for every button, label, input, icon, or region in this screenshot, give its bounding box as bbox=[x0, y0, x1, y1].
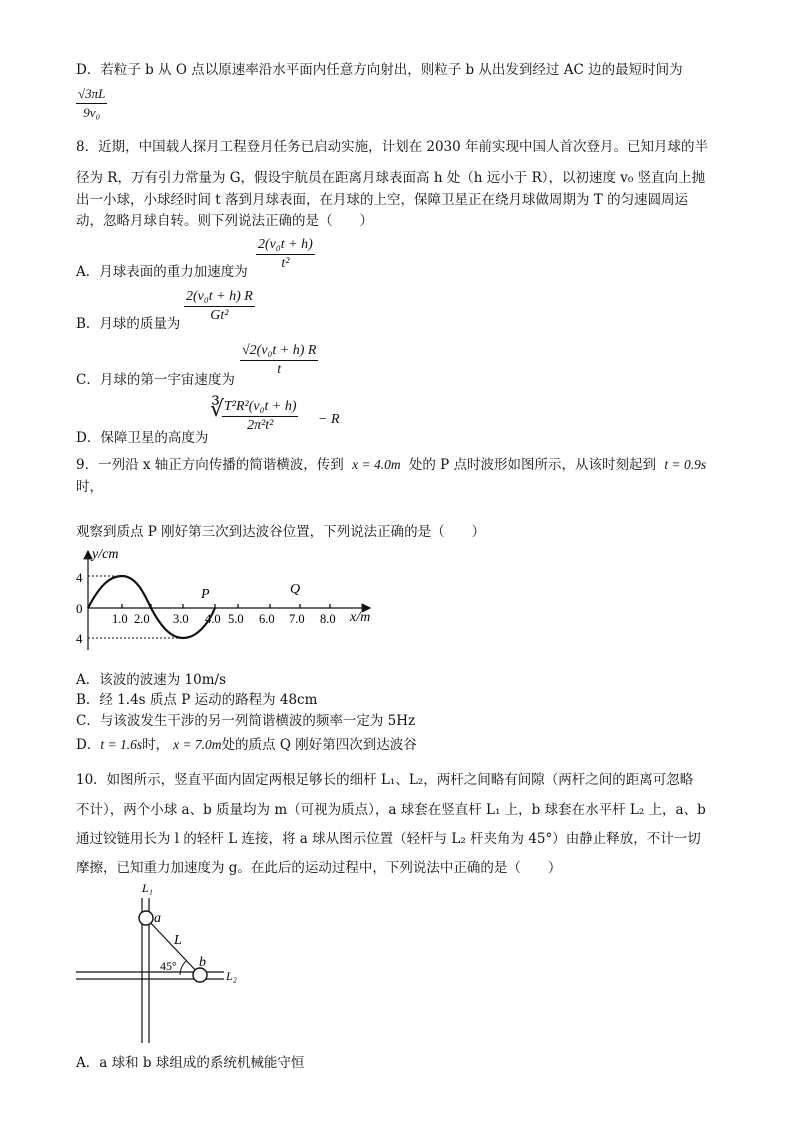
q7-option-d: D．若粒子 b 从 O 点以原速率沿水平面内任意方向射出，则粒子 b 从出发到经过 AC 边的最短时间为 bbox=[76, 62, 683, 78]
q10-rod-figure bbox=[74, 878, 274, 1048]
fraction-numerator: T²R²(v₀t + h) bbox=[222, 398, 298, 417]
label-l: L bbox=[174, 933, 182, 948]
label-angle: 45° bbox=[160, 959, 177, 973]
q9-option-d bbox=[76, 735, 417, 755]
q9-option-a: A．该波的波速为 10m/s bbox=[76, 672, 226, 688]
x-tick-2: 2.0 bbox=[134, 612, 150, 626]
q9-d-text1: 时， bbox=[142, 737, 170, 753]
x-tick-4: 4.0 bbox=[205, 612, 221, 626]
q8-option-c-label: C．月球的第一宇宙速度为 bbox=[76, 372, 235, 388]
x-tick-3: 3.0 bbox=[173, 612, 189, 626]
fraction-numerator: 2(v₀t + h) bbox=[256, 236, 315, 255]
wave-curve bbox=[88, 576, 215, 638]
q8-option-c-fraction bbox=[240, 342, 318, 379]
q9-text-a: 9．一列沿 x 轴正方向传播的简谐横波，传到 bbox=[76, 457, 344, 473]
x-tick-6: 6.0 bbox=[259, 612, 275, 626]
q8-option-d-label: D．保障卫星的高度为 bbox=[76, 430, 209, 446]
ball-a bbox=[139, 911, 153, 925]
q8-option-a-fraction bbox=[256, 236, 315, 273]
q9-stem-line3: 观察到质点 P 刚好第三次到达波谷位置，下列说法正确的是（ ） bbox=[76, 524, 486, 540]
angle-arc bbox=[180, 961, 186, 975]
q9-text-b: 处的 P 点时波形如图所示，从该时刻起到 bbox=[408, 457, 657, 473]
point-q-label: Q bbox=[290, 582, 301, 597]
q9-d-time: t = 1.6s bbox=[100, 737, 143, 752]
q10-stem-line1: 10．如图所示，竖直平面内固定两根足够长的细杆 L₁、L₂，两杆之间略有间隙（两杆之间的距离可忽略 bbox=[76, 772, 694, 788]
fraction-numerator: 2(v₀t + h) R bbox=[184, 288, 255, 307]
q9-x-value: x = 4.0m bbox=[352, 457, 401, 472]
ball-b bbox=[193, 968, 207, 982]
q9-stem-line2: 时， bbox=[76, 479, 103, 495]
q7-option-d-fraction bbox=[76, 85, 107, 122]
q8-option-d-tail: − R bbox=[318, 412, 340, 427]
q8-stem-line4: 动，忽略月球自转。则下列说法正确的是（ ） bbox=[76, 213, 373, 229]
q10-option-a: A．a 球和 b 球组成的系统机械能守恒 bbox=[76, 1055, 305, 1071]
x-tick-8: 8.0 bbox=[320, 612, 336, 626]
x-tick-1: 1.0 bbox=[112, 612, 128, 626]
x-tick-7: 7.0 bbox=[289, 612, 305, 626]
y-axis-label: y/cm bbox=[92, 547, 119, 562]
label-l2: L₂ bbox=[226, 969, 237, 983]
x-axis-label: x/m bbox=[350, 610, 371, 625]
q9-wave-graph bbox=[70, 545, 380, 655]
fraction-denominator: 9v₀ bbox=[83, 105, 101, 120]
q9-stem-line1 bbox=[76, 455, 706, 475]
q8-option-a-label: A．月球表面的重力加速度为 bbox=[76, 264, 248, 280]
y-tick-4: 4 bbox=[76, 570, 83, 585]
q9-d-text2: 处的质点 Q 刚好第四次到达波谷 bbox=[221, 737, 417, 753]
label-b: b bbox=[199, 955, 206, 970]
q8-option-b-label: B．月球的质量为 bbox=[76, 316, 181, 332]
q10-stem-line2: 不计），两个小球 a、b 质量均为 m（可视为质点），a 球套在竖直杆 L₁ 上，b 球套在水平杆 L₂ 上，a、b bbox=[76, 802, 706, 818]
fraction-numerator: √2(v₀t + h) R bbox=[240, 342, 318, 361]
cube-root-sign: ∛ bbox=[210, 396, 225, 421]
q10-stem-line4: 摩擦，已知重力加速度为 g。在此后的运动过程中，下列说法中正确的是（ ） bbox=[76, 860, 562, 876]
fraction-numerator: √3πL bbox=[76, 85, 107, 104]
q8-stem-line1: 8．近期，中国载人探月工程登月任务已启动实施，计划在 2030 年前实现中国人首次登月。已知月球的半 bbox=[76, 139, 709, 155]
y-tick-neg4: 4 bbox=[76, 631, 83, 646]
x-tick-5: 5.0 bbox=[228, 612, 244, 626]
y-tick-0: 0 bbox=[76, 601, 83, 616]
label-a: a bbox=[154, 911, 161, 926]
label-l1: L₁ bbox=[142, 881, 153, 895]
q9-option-c: C．与该波发生干涉的另一列简谐横波的频率一定为 5Hz bbox=[76, 713, 416, 729]
fraction-denominator: t bbox=[277, 362, 282, 377]
fraction-denominator: 2π²t² bbox=[247, 418, 274, 433]
q10-stem-line3: 通过铰链用长为 l 的轻杆 L 连接，将 a 球从图示位置（轻杆与 L₂ 杆夹角为 45°）由静止释放，不计一切 bbox=[76, 831, 701, 847]
q9-t-value: t = 0.9s bbox=[664, 457, 707, 472]
fraction-denominator: Gt² bbox=[210, 308, 229, 323]
q8-stem-line3: 出一小球，小球经时间 t 落到月球表面，在月球的上空，保障卫星正在绕月球做周期为 T 的匀速圆周运 bbox=[76, 192, 689, 208]
q8-option-b-fraction bbox=[184, 288, 255, 325]
q9-d-position: x = 7.0m bbox=[173, 737, 222, 752]
q9-option-b: B．经 1.4s 质点 P 运动的路程为 48cm bbox=[76, 692, 318, 708]
fraction-denominator: t² bbox=[281, 256, 290, 271]
q9-d-prefix: D． bbox=[76, 737, 101, 753]
q8-stem-line2: 径为 R，万有引力常量为 G，假设宇航员在距离月球表面高 h 处（h 远小于 R），以初速度 v₀ 竖直向上抛 bbox=[76, 170, 706, 186]
point-p-label: P bbox=[201, 587, 210, 602]
q8-option-d-fraction bbox=[222, 398, 298, 435]
